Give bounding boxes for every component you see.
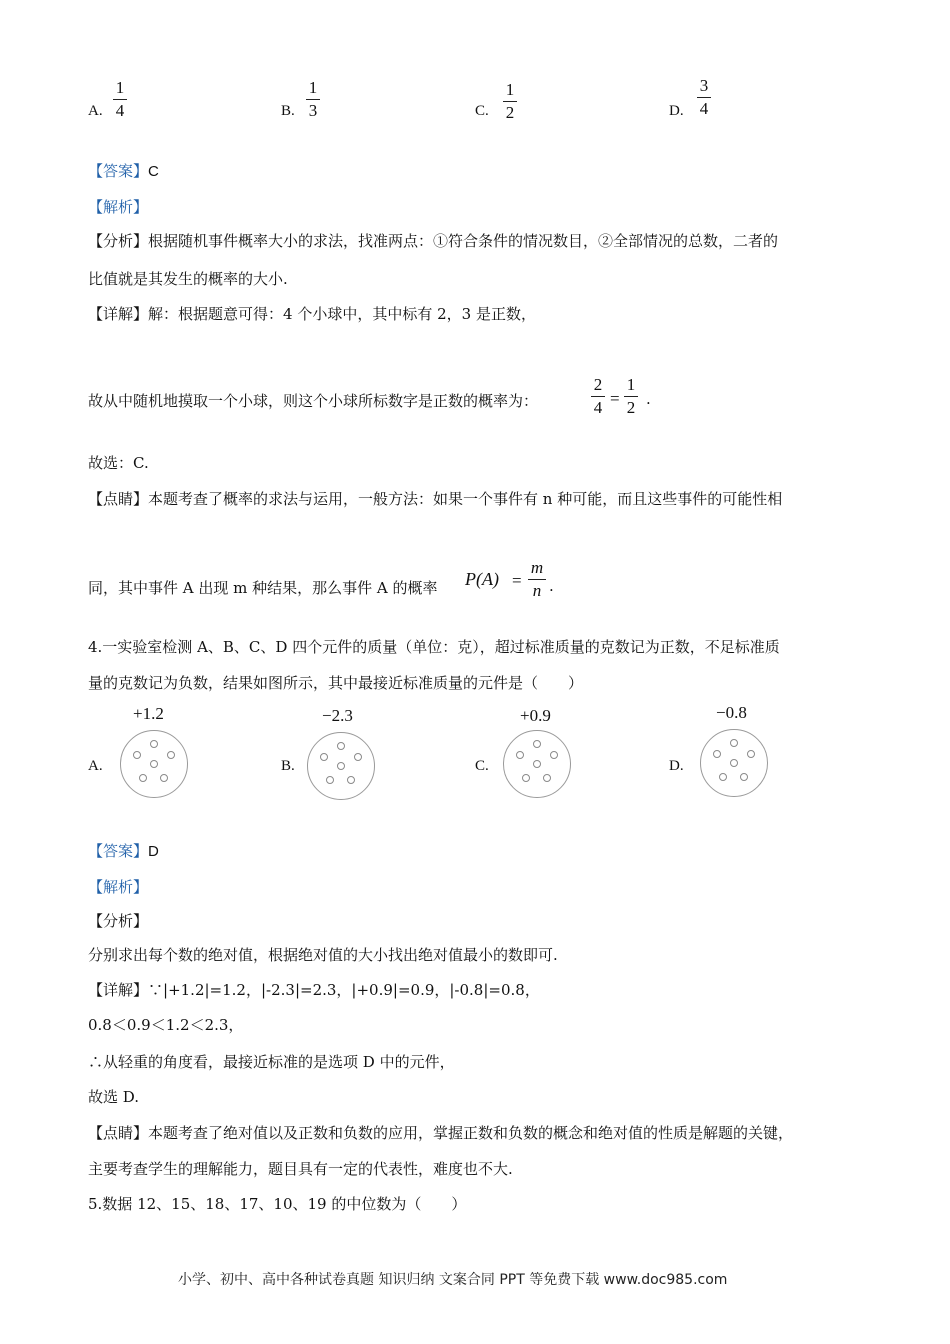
comment-tag: 【点睛】 (88, 490, 149, 508)
fraction-bar (528, 579, 546, 580)
q4-option-b-letter: B. (281, 758, 295, 774)
q3-option-b-letter: B. (281, 103, 295, 119)
equals-sign: = (512, 571, 522, 590)
fraction-bar (306, 99, 320, 100)
fraction-bar (113, 99, 127, 100)
fraction-bar (697, 97, 711, 98)
q3-frac-2-4 (591, 375, 605, 418)
denominator: 4 (593, 398, 603, 417)
q4-detail-line3: ∴从轻重的角度看，最接近标准的是选项 D 中的元件， (88, 1053, 455, 1071)
q4-comment-text1: 本题考查了绝对值以及正数和负数的应用，掌握正数和负数的概念和绝对值的性质是解题的关键， (148, 1124, 794, 1142)
q4-answer: D (148, 843, 159, 860)
hole (543, 774, 551, 782)
hole (516, 751, 524, 759)
q3-option-a-letter: A. (88, 103, 103, 119)
q3-option-b-denominator: 3 (308, 101, 318, 120)
numerator: 1 (626, 375, 636, 394)
hole (730, 739, 738, 747)
hole (533, 740, 541, 748)
period: . (646, 390, 651, 408)
hole (160, 774, 168, 782)
detail-tag: 【详解】 (88, 981, 149, 999)
fraction-bar (591, 396, 605, 397)
q4-comment-line2: 主要考查学生的理解能力，题目具有一定的代表性，难度也不大. (88, 1160, 513, 1178)
component-b-disk-icon (307, 732, 375, 800)
fraction-bar (503, 101, 517, 102)
q3-option-d-fraction (697, 76, 711, 119)
q3-comment-line2: 同，其中事件 A 出现 m 种结果，那么事件 A 的概率 (88, 579, 438, 597)
analysis-tag: 【解析】 (88, 878, 149, 896)
q3-option-b-numerator: 1 (308, 78, 318, 97)
hole (730, 759, 738, 767)
q4-option-c-mass: +0.9 (520, 706, 551, 725)
q4-stem-line1: 4.一实验室检测 A、B、C、D 四个元件的质量（单位：克），超过标准质量的克数记为正数，不足标准质 (88, 638, 780, 656)
q3-answer: C (148, 163, 159, 180)
q3-option-b-fraction (306, 78, 320, 121)
q3-option-c-letter: C. (475, 103, 489, 119)
component-a-disk-icon (120, 730, 188, 798)
q3-option-c-fraction (503, 80, 517, 123)
q3-option-a-fraction (113, 78, 127, 121)
answer-tag: 【答案】 (88, 162, 149, 180)
q3-option-a-numerator: 1 (115, 78, 125, 97)
detail-tag: 【详解】 (88, 305, 149, 323)
q4-fenxi-text: 分别求出每个数的绝对值，根据绝对值的大小找出绝对值最小的数即可. (88, 946, 558, 964)
hole (354, 753, 362, 761)
q4-option-c-letter: C. (475, 758, 489, 774)
analysis-tag: 【解析】 (88, 198, 149, 216)
hole (139, 774, 147, 782)
q3-formula-lhs: P(A) (465, 569, 499, 589)
q3-option-d-numerator: 3 (699, 76, 709, 95)
page-footer: 小学、初中、高中各种试卷真题 知识归纳 文案合同 PPT 等免费下载 www.doc985.com (178, 1272, 728, 1288)
hole (167, 751, 175, 759)
period: . (549, 577, 554, 595)
fraction-bar (624, 396, 638, 397)
hole (719, 773, 727, 781)
q3-detail-line1 (88, 303, 536, 324)
hole (550, 751, 558, 759)
q3-option-d-letter: D. (669, 103, 684, 119)
comment-tag: 【点睛】 (88, 1124, 149, 1142)
q4-option-a-letter: A. (88, 758, 103, 774)
q4-option-b-mass: −2.3 (322, 706, 353, 725)
equals-sign: = (610, 389, 620, 408)
hole (522, 774, 530, 782)
q5-stem: 5.数据 12、15、18、17、10、19 的中位数为（ ） (88, 1195, 467, 1213)
q3-option-c-numerator: 1 (505, 80, 515, 99)
hole (150, 760, 158, 768)
fenxi-tag: 【分析】 (88, 912, 149, 930)
q3-formula-fraction (528, 558, 546, 601)
q4-detail-line1 (88, 979, 540, 1000)
q4-option-d-mass: −0.8 (716, 703, 747, 722)
hole (337, 762, 345, 770)
q4-option-a-mass: +1.2 (133, 704, 164, 723)
q3-fenxi-line2: 比值就是其发生的概率的大小. (88, 270, 288, 288)
q4-comment-line1 (88, 1122, 793, 1143)
hole (347, 776, 355, 784)
q3-option-d-denominator: 4 (699, 99, 709, 118)
q3-answer-line (88, 160, 159, 181)
q4-answer-line (88, 840, 159, 861)
component-d-disk-icon (700, 729, 768, 797)
q3-option-c-denominator: 2 (505, 103, 515, 122)
hole (337, 742, 345, 750)
q3-option-a-denominator: 4 (115, 101, 125, 120)
denominator: n (532, 581, 542, 600)
hole (133, 751, 141, 759)
hole (747, 750, 755, 758)
fenxi-tag: 【分析】 (88, 232, 149, 250)
q3-choose: 故选：C. (88, 454, 149, 472)
q4-stem-line2: 量的克数记为负数，结果如图所示，其中最接近标准质量的元件是（ ） (88, 674, 584, 692)
q4-option-d-letter: D. (669, 758, 684, 774)
numerator: 2 (593, 375, 603, 394)
q4-detail-text1: ∵|+1.2|=1.2，|-2.3|=2.3，|+0.9|=0.9，|-0.8|=0.8， (148, 981, 540, 999)
q3-detail-text1: 解：根据题意可得：4 个小球中，其中标有 2，3 是正数， (148, 305, 536, 323)
hole (320, 753, 328, 761)
hole (326, 776, 334, 784)
q3-detail-line2: 故从中随机地摸取一个小球，则这个小球所标数字是正数的概率为： (88, 392, 539, 410)
component-c-disk-icon (503, 730, 571, 798)
hole (713, 750, 721, 758)
q3-comment-text1: 本题考查了概率的求法与运用，一般方法：如果一个事件有 n 种可能，而且这些事件的可能性相 (148, 490, 783, 508)
denominator: 2 (626, 398, 636, 417)
answer-tag: 【答案】 (88, 842, 149, 860)
hole (740, 773, 748, 781)
q3-fenxi-text1: 根据随机事件概率大小的求法，找准两点：①符合条件的情况数目，②全部情况的总数，二者的 (148, 232, 779, 250)
hole (533, 760, 541, 768)
q4-detail-line2: 0.8＜0.9＜1.2＜2.3， (88, 1016, 244, 1034)
hole (150, 740, 158, 748)
q3-frac-1-2 (624, 375, 638, 418)
numerator: m (530, 558, 544, 577)
q3-fenxi-line1 (88, 230, 778, 251)
q3-comment-line1 (88, 488, 782, 509)
q4-detail-line4: 故选 D. (88, 1088, 140, 1106)
